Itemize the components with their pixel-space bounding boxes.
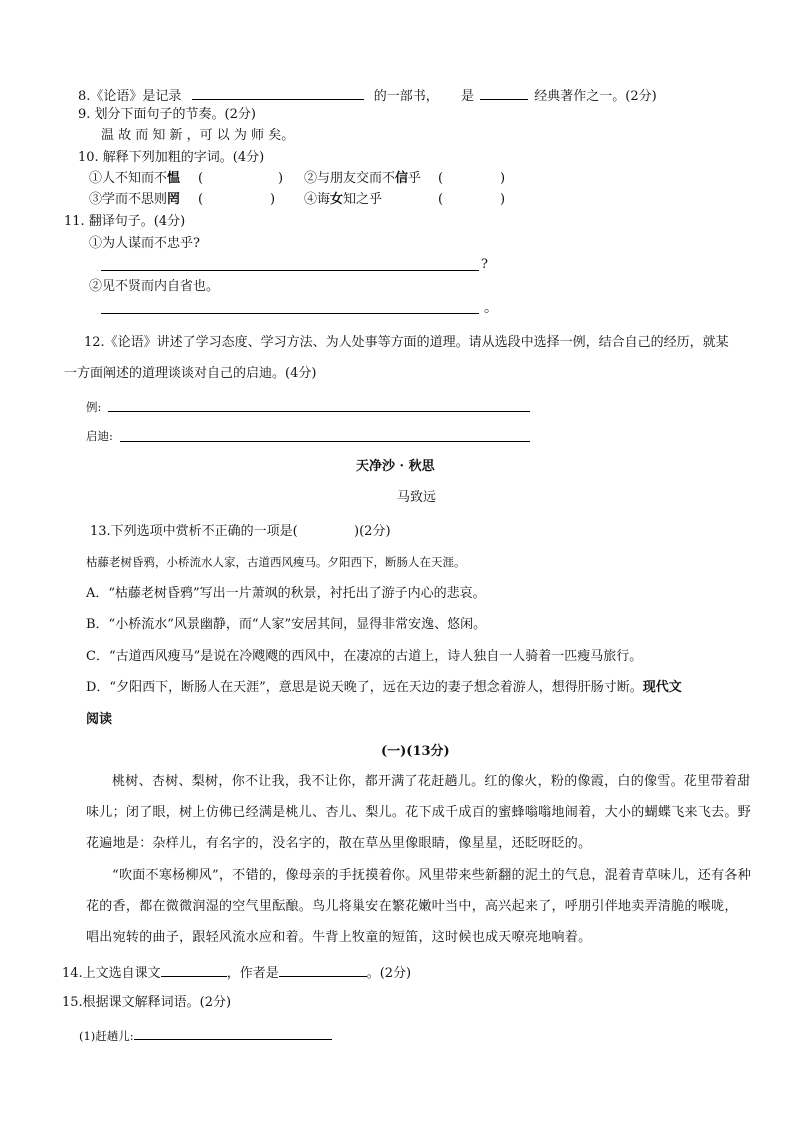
q10-item-2-tail: 乎 [408,171,422,186]
q10-item-4-close: ) [500,192,506,207]
q10-item-1-text: ①人不知而不 [89,171,168,186]
q10-answer-4[interactable] [446,191,500,207]
poem-title: 天净沙 · 秋思 [356,459,435,474]
q11-sentence-1: ①为人谋而不忠乎? [89,236,200,251]
q10-item-1-close: ) [278,171,284,186]
q10-item-3-bold: 罔 [167,192,181,207]
q10-item-2-open: ( [438,171,444,186]
q12-line-1: 12.《论语》讲述了学习态度、学习方法、为人处事等方面的道理。请从选段中选择一例，结合自己的经历，就某 [84,335,729,350]
q11-answer-line-2[interactable] [101,313,479,314]
q13-option-d-text: D．“夕阳西下，断肠人在天涯”，意思是说天晚了，远在天边的妻子想念着游人，想得肝肠寸断。 [86,680,643,695]
q13-option-c: C．“古道西风瘦马”是说在冷飕飕的西风中，在凄凉的古道上，诗人独自一人骑着一匹瘦马旅行。 [86,649,643,664]
q14-blank-1[interactable] [161,963,227,977]
q10-item-3-close: ) [270,192,276,207]
question-8 [78,86,657,106]
q8-text-d: 经典著作之一。(2分) [534,89,657,104]
q12-example-line[interactable] [108,411,530,412]
q10-item-1 [89,170,180,188]
q11-mark-2: 。 [484,300,498,316]
q12-example-label: 例: [86,400,102,414]
q9-sentence: 温 故 而 知 新 ，可 以 为 师 矣。 [101,128,295,143]
passage-paragraph-2-text: “吹面不寒杨柳风”，不错的，像母亲的手抚摸着你。风里带来些新翻的泥土的气息，混着青草味儿，还有各种花的香，都在微微润湿的空气里酝酿。鸟儿将巢安在繁花嫩叶当中，高兴起来了，呼朋引伴地卖弄清脆的喉咙， 唱出宛转的曲子，跟轻风流水应和着。牛背上牧童的短笛，这时候也成天嘹亮地响着。 [86,868,758,945]
q10-heading: 10. 解释下列加粗的字词。(4分) [78,150,265,165]
question-14 [62,963,411,983]
q10-item-4-text: ④诲 [304,192,331,207]
q10-answer-3[interactable] [206,191,270,207]
q14-text-c: 。(2分) [366,966,412,981]
q13-option-a: A．“枯藤老树昏鸦”写出一片萧飒的秋景，衬托出了游子内心的悲哀。 [86,586,486,601]
q10-item-4-tail: 知之乎 [343,192,383,207]
q13-heading-score: )(2分) [354,524,391,539]
q10-item-3-open: ( [198,192,204,207]
q8-text-c: 是 [460,89,474,104]
q10-item-2-text: ②与朋友交而不 [304,171,396,186]
q15-item-1-label: (1)赶趟儿: [79,1029,134,1043]
q10-item-2-bold: 信 [395,171,409,186]
q13-heading-text: 13.下列选项中赏析不正确的一项是( [90,524,298,539]
q10-item-4 [304,191,382,209]
q11-answer-line-1[interactable] [101,270,479,271]
q13-heading [90,521,391,541]
q10-item-4-open: ( [438,192,444,207]
q15-heading: 15.根据课文解释词语。(2分) [62,995,232,1010]
q11-sentence-2: ②见不贤而内自省也。 [89,279,220,294]
q15-item-1 [79,1027,332,1045]
reading-section-title: (一)(13分) [381,744,450,759]
passage-paragraph-1-text: 桃树、杏树、梨树，你不让我，我不让你，都开满了花赶趟儿。红的像火，粉的像霞，白的像雪。花里带着甜味儿；闭了眼，树上仿佛已经满是桃儿、杏儿、梨儿。花下成千成百的蜜蜂嗡嗡地闹着，大小的蝴蝶飞来飞去。野花遍地是：杂样儿，有名字的，没名字的，散在草丛里像眼睛，像星星，还眨呀眨的。 [86,774,752,851]
q10-item-1-open: ( [198,171,204,186]
reading-label: 阅读 [86,712,113,727]
poem-author: 马致远 [397,490,437,505]
q11-heading: 11. 翻译句子。(4分) [64,214,186,229]
q13-answer-box[interactable] [302,521,350,535]
q8-text-a: 8.《论语》是记录 [78,89,182,104]
modern-text-label: 现代文 [642,680,682,695]
q10-item-3-text: ③学而不思则 [89,192,168,207]
q14-text-b: ，作者是 [226,966,279,981]
q11-mark-1: ? [481,257,488,272]
passage-paragraph-2 [86,860,758,953]
q10-item-4-bold: 女 [330,192,344,207]
q14-blank-2[interactable] [279,963,367,977]
q10-answer-1[interactable] [206,170,278,186]
q10-item-2-close: ) [500,171,506,186]
q8-text-b: 的一部书， [373,89,439,104]
q12-insight-label: 启迪: [86,429,113,443]
q12-line-2: 一方面阐述的道理谈谈对自己的启迪。(4分) [64,366,317,381]
q14-text-a: 14.上文选自课文 [62,966,161,981]
q12-insight-line[interactable] [120,441,530,442]
q10-answer-2[interactable] [446,170,500,186]
q8-blank-1[interactable] [192,86,364,100]
q13-option-b: B．“小桥流水”风景幽静，而“人家”安居其间，显得非常安逸、悠闲。 [86,617,487,632]
q10-item-1-bold: 愠 [167,171,181,186]
q15-item-1-line[interactable] [134,1027,332,1040]
passage-paragraph-1 [86,766,758,859]
q13-poem-text: 枯藤老树昏鸦，小桥流水人家，古道西风瘦马。夕阳西下，断肠人在天涯。 [86,555,466,569]
q8-blank-2[interactable] [480,86,528,100]
q9-heading: 9. 划分下面句子的节奏。(2分) [78,107,256,122]
q13-option-d [86,679,682,697]
q10-item-2 [304,170,421,188]
q10-item-3 [89,191,180,209]
